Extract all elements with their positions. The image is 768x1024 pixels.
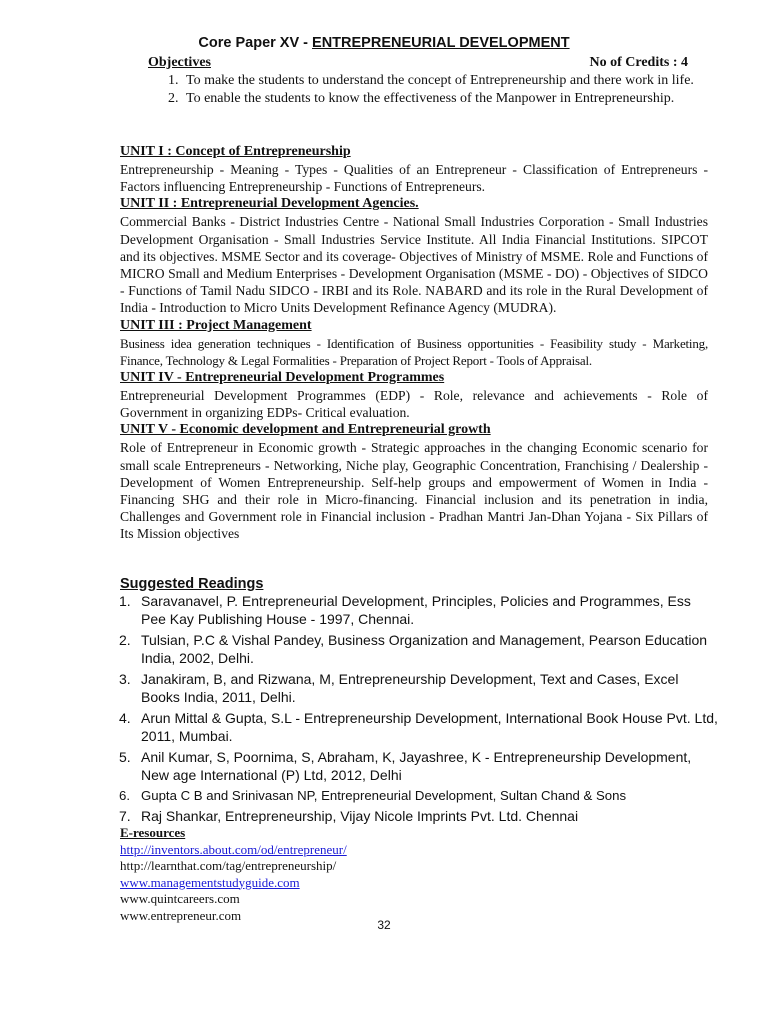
eresources-heading: E-resources bbox=[120, 825, 186, 840]
objective-number: 1. bbox=[168, 73, 179, 88]
eresource-link[interactable]: http://inventors.about.com/od/entrepreneur/ bbox=[120, 841, 347, 857]
page-number: 32 bbox=[377, 918, 391, 932]
reading-text: Saravanavel, P. Entrepreneurial Development, Principles, Policies and Programmes, Ess Pee Kay Publishing House - 1997, Chennai. bbox=[141, 593, 691, 627]
reading-item bbox=[119, 631, 719, 667]
reading-item bbox=[119, 787, 719, 805]
reading-number: 7. bbox=[119, 808, 131, 824]
reading-item bbox=[119, 592, 719, 628]
credits-label: No of Credits : 4 bbox=[589, 55, 688, 70]
unit-body: Role of Entrepreneur in Economic growth - Strategic approaches in the changing Economic scenario for small scale Entrepreneurs - Networking, Niche play, Geographic Concentration, Franchising / Dealership - Development of Women Entrepreneurship. Self-help groups and empowerment of Women in India - Financing SHG and their role in Micro-financing. Financial inclusion and its penetration in india, Challenges and Government role in Financial inclusion - Pradhan Mantri Jan-Dhan Yojana - Six Pillars of Its Mission objectives bbox=[120, 440, 708, 542]
reading-number: 1. bbox=[119, 593, 131, 609]
reading-number: 2. bbox=[119, 632, 131, 648]
objectives-label: Objectives bbox=[148, 55, 211, 70]
unit-body: Entrepreneurial Development Programmes (EDP) - Role, relevance and achievements - Role of Government in organizing EDPs- Critical evaluation. bbox=[120, 388, 708, 421]
reading-number: 3. bbox=[119, 671, 131, 687]
eresource-link[interactable]: www.managementstudyguide.com bbox=[120, 874, 300, 890]
units-section bbox=[120, 143, 708, 543]
reading-item bbox=[119, 807, 719, 825]
reading-text: Arun Mittal & Gupta, S.L - Entrepreneurship Development, International Book House Pvt. Ltd, 2011, Mumbai. bbox=[141, 710, 718, 744]
reading-number: 6. bbox=[119, 788, 130, 803]
unit-body: Commercial Banks - District Industries Centre - National Small Industries Corporation - Small Industries Development Organisation - Small Industries Service Institute. All India Financial Institutions. SIPCOT and its objectives. MSME Sector and its coverage- Objectives of Ministry of MSME. Role and Functions of MICRO Small and Medium Enterprises - Development Organisation (MSME - DO) - Objectives of SIDCO - Functions of Tamil Nadu SIDCO - IRBI and its Role. NABARD and its role in the Rural Development of India - Introduction to Micro Units Development Refinance Agency (MUDRA). bbox=[120, 214, 708, 316]
unit-heading: UNIT IV - Entrepreneurial Development Programmes bbox=[120, 370, 445, 386]
unit-3 bbox=[120, 317, 708, 369]
readings-list bbox=[119, 592, 719, 828]
reading-number: 5. bbox=[119, 749, 131, 765]
objectives-list bbox=[120, 72, 700, 107]
unit-heading: UNIT V - Economic development and Entrepreneurial growth bbox=[120, 422, 491, 438]
reading-number: 4. bbox=[119, 710, 131, 726]
objective-text: To make the students to understand the concept of Entrepreneurship and there work in life. bbox=[186, 73, 694, 88]
reading-item bbox=[119, 670, 719, 706]
eresource-text: www.quintcareers.com bbox=[120, 891, 240, 906]
readings-heading: Suggested Readings bbox=[120, 576, 264, 592]
reading-text: Gupta C B and Srinivasan NP, Entrepreneurial Development, Sultan Chand & Sons bbox=[141, 788, 627, 803]
eresource-text: www.entrepreneur.com bbox=[120, 907, 242, 923]
title-main: ENTREPRENEURIAL DEVELOPMENT bbox=[312, 35, 570, 51]
reading-text: Tulsian, P.C & Vishal Pandey, Business Organization and Management, Pearson Education India, 2002, Delhi. bbox=[141, 632, 708, 666]
unit-1 bbox=[120, 143, 708, 195]
page-title bbox=[0, 35, 768, 51]
objective-item bbox=[120, 72, 700, 90]
eresources-section bbox=[120, 825, 620, 924]
unit-5 bbox=[120, 421, 708, 542]
reading-text: Anil Kumar, S, Poornima, S, Abraham, K, Jayashree, K - Entrepreneurship Development, New age International (P) Ltd, 2012, Delhi bbox=[141, 749, 692, 783]
unit-body: Business idea generation techniques - Identification of Business opportunities - Feasibility study - Marketing, Finance, Technology & Legal Formalities - Preparation of Project Report - Tools of Appraisal. bbox=[120, 335, 708, 368]
objectives-row bbox=[148, 55, 688, 71]
unit-body: Entrepreneurship - Meaning - Types - Qualities of an Entrepreneur - Classification of Entrepreneurs - Factors influencing Entrepreneurship - Functions of Entrepreneurs. bbox=[120, 162, 708, 195]
objective-number: 2. bbox=[168, 90, 179, 106]
unit-2 bbox=[120, 195, 708, 316]
objective-item bbox=[120, 90, 700, 108]
unit-heading: UNIT I : Concept of Entrepreneurship bbox=[120, 144, 351, 159]
objective-text: To enable the students to know the effectiveness of the Manpower in Entrepreneurship. bbox=[186, 90, 675, 106]
reading-item bbox=[119, 709, 719, 745]
eresource-text: http://learnthat.com/tag/entrepreneurship/ bbox=[120, 858, 337, 873]
reading-text: Raj Shankar, Entrepreneurship, Vijay Nicole Imprints Pvt. Ltd. Chennai bbox=[141, 808, 579, 824]
unit-heading: UNIT III : Project Management bbox=[120, 317, 312, 333]
unit-4 bbox=[120, 369, 708, 421]
reading-text: Janakiram, B, and Rizwana, M, Entrepreneurship Development, Text and Cases, Excel Books India, 2011, Delhi. bbox=[141, 671, 679, 705]
reading-item bbox=[119, 748, 719, 784]
unit-heading: UNIT II : Entrepreneurial Development Agencies. bbox=[120, 196, 419, 212]
title-prefix: Core Paper XV - bbox=[198, 35, 313, 51]
